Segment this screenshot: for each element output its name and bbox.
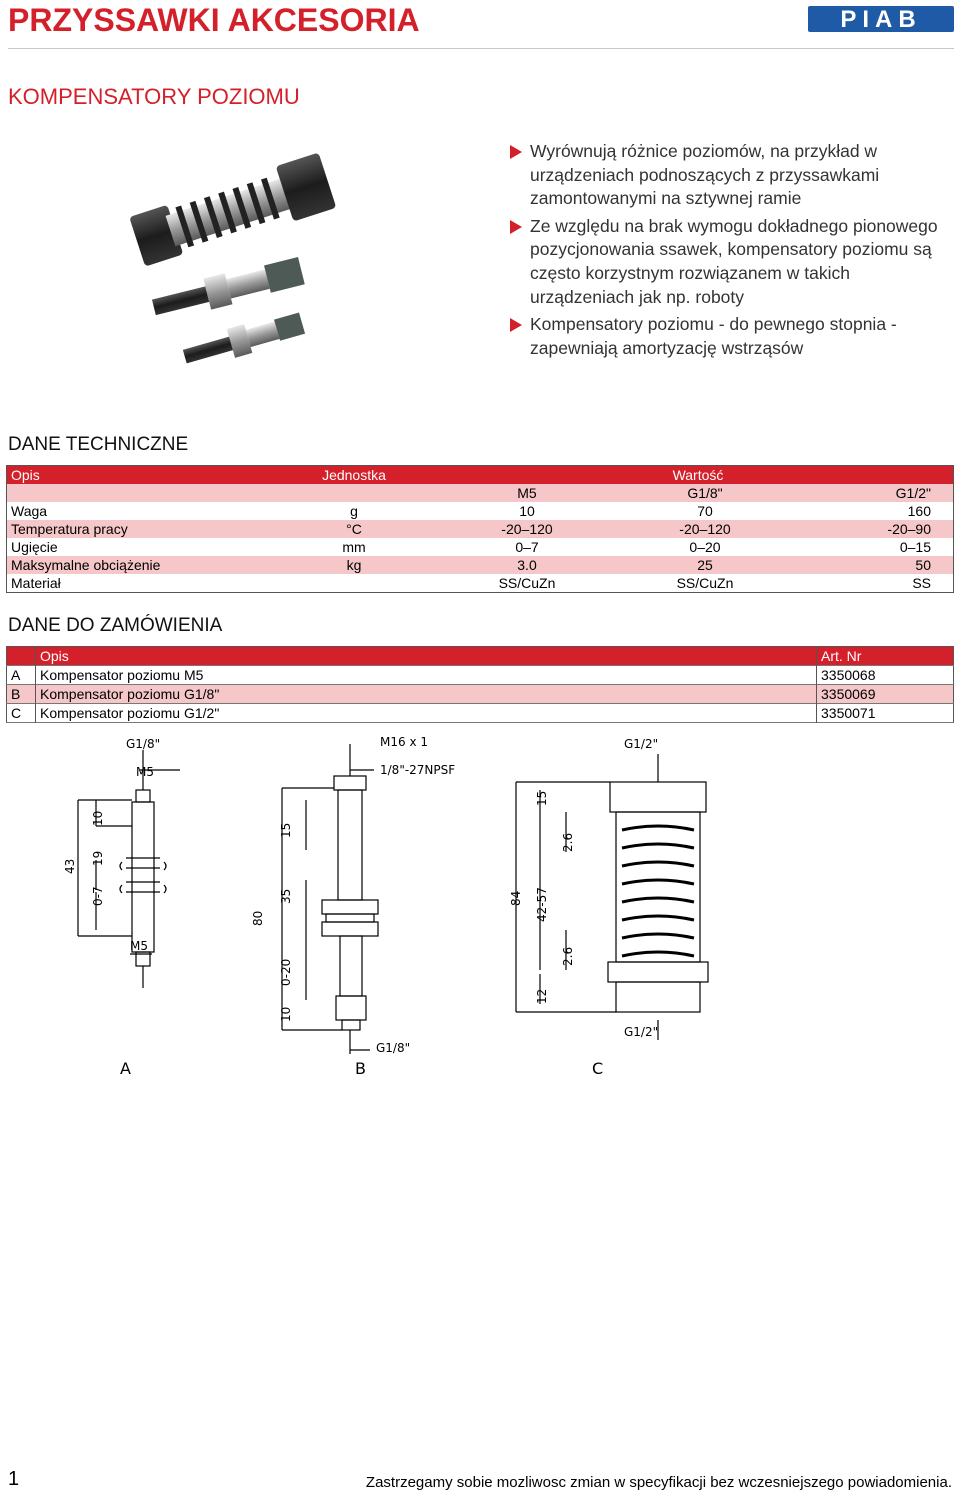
drawing-c-label: C [592, 1059, 604, 1078]
row-value: -20–90 [799, 520, 954, 538]
row-unit [265, 574, 443, 593]
section-title: KOMPENSATORY POZIOMU [8, 84, 300, 109]
row-art-number: 3350069 [817, 685, 954, 704]
row-letter: B [7, 685, 36, 704]
col-header-value: Wartość [443, 466, 954, 485]
row-label: Waga [11, 503, 48, 519]
row-value: SS/CuZn [498, 575, 556, 591]
row-label: Ugięcie [11, 539, 58, 555]
dim-label: 80 [251, 910, 265, 926]
dim-label: 0-7 [91, 886, 105, 906]
drawing-c-top-thread: G1/2" [624, 737, 659, 751]
page-title [8, 2, 420, 39]
order-data-heading: DANE DO ZAMÓWIENIA [8, 615, 223, 636]
row-value: 0–20 [689, 539, 721, 555]
title-part-1: PRZYSSAWKI [8, 2, 220, 38]
table-row [7, 574, 954, 593]
drawing-a-bottom-thread-label: M5 [130, 939, 148, 953]
row-letter: C [7, 704, 36, 723]
bullet-triangle-icon [510, 145, 522, 159]
row-value: 25 [611, 556, 799, 574]
bullet-triangle-icon [510, 220, 522, 234]
row-value: -20–120 [611, 520, 799, 538]
row-art-number: 3350068 [817, 666, 954, 685]
product-photo [112, 140, 352, 378]
drawing-a [78, 750, 180, 988]
drawing-b-label: B [355, 1059, 366, 1078]
col-header-unit: Jednostka [265, 466, 443, 485]
feature-text: Ze względu na brak wymogu dokładnego pionowego pozycjonowania ssawek, kompensatory poziomu są często korzystnym rozwiązanem w takich urządzeniach jak np. roboty [530, 215, 938, 307]
table-subheader-row [7, 484, 954, 502]
row-value: 50 [799, 556, 954, 574]
row-label: Maksymalne obciążenie [7, 556, 266, 574]
drawing-a-mid-thread: M5 [136, 765, 154, 779]
feature-item [508, 313, 948, 360]
dim-label: 10 [279, 1006, 293, 1022]
feature-text: Kompensatory poziomu - do pewnego stopnia - zapewniają amortyzację wstrząsów [530, 314, 897, 358]
col-header-opis: Opis [36, 647, 817, 666]
row-art-number: 3350071 [817, 704, 954, 723]
row-value: SS [912, 575, 931, 591]
table-header-row [7, 466, 954, 485]
logo-text: PIAB [840, 6, 922, 32]
dim-label: 0-20 [279, 958, 293, 986]
row-value: 0–7 [515, 539, 539, 555]
feature-item [508, 215, 948, 309]
dim-label: 43 [63, 858, 77, 874]
dim-label: 2.6 [561, 832, 575, 852]
row-value: SS/CuZn [676, 575, 734, 591]
technical-drawings [50, 730, 950, 1090]
drawing-a-label: A [120, 1059, 131, 1078]
tech-data-table [6, 465, 954, 593]
col-header-art: Art. Nr [817, 647, 954, 666]
row-value: 10 [519, 503, 535, 519]
dim-label: 35 [279, 888, 293, 904]
table-row [7, 704, 954, 723]
drawing-a-top-thread: G1/8" [126, 737, 161, 751]
dim-label: 15 [535, 790, 549, 806]
table-header-row [7, 647, 954, 666]
table-row [7, 685, 954, 704]
dim-label: 10 [91, 810, 105, 826]
row-letter: A [7, 666, 36, 685]
row-value: 70 [697, 503, 713, 519]
row-label: Materiał [11, 575, 61, 591]
dim-label: 19 [91, 850, 105, 866]
title-divider [8, 48, 954, 49]
piab-logo [808, 6, 954, 32]
row-value: -20–120 [443, 520, 611, 538]
row-description: Kompensator poziomu G1/2" [40, 705, 220, 721]
drawing-b-top-thread: M16 x 1 [380, 735, 428, 749]
variant-header: G1/8" [611, 484, 799, 502]
row-label: Temperatura pracy [7, 520, 266, 538]
variant-header: G1/2" [799, 484, 954, 502]
title-part-2: AKCESORIA [227, 2, 420, 38]
table-row [7, 666, 954, 685]
dim-label: 12 [535, 988, 549, 1004]
dim-label: 15 [279, 822, 293, 838]
bullet-triangle-icon [510, 318, 522, 332]
feature-text: Wyrównują różnice poziomów, na przykład w urządzeniach podnoszących z przyssawkami zamontowanymi na sztywnej ramie [530, 141, 880, 209]
row-description: Kompensator poziomu M5 [40, 667, 204, 683]
table-row [7, 520, 954, 538]
feature-item [508, 140, 948, 211]
dim-label: 84 [509, 890, 523, 906]
row-value: 3.0 [443, 556, 611, 574]
drawing-b [282, 744, 378, 1054]
row-value: 0–15 [899, 539, 931, 555]
row-value: 160 [907, 503, 931, 519]
variant-header: M5 [443, 484, 611, 502]
drawing-b-bottom-thread: G1/8" [376, 1041, 411, 1055]
tech-data-heading: DANE TECHNICZNE [8, 434, 189, 455]
drawing-b-mid-thread: 1/8"-27NPSF [380, 763, 456, 777]
dim-label: 42-57 [535, 887, 549, 922]
row-unit: mm [342, 539, 366, 555]
table-row [7, 556, 954, 574]
page-number: 1 [8, 1468, 20, 1490]
col-header-opis: Opis [7, 466, 266, 485]
row-unit: g [350, 503, 358, 519]
row-unit: kg [265, 556, 443, 574]
dim-label: 2.6 [561, 946, 575, 966]
order-data-table [6, 646, 954, 723]
table-row [7, 538, 954, 556]
footer-disclaimer: Zastrzegamy sobie mozliwosc zmian w specyfikacji bez wczesniejszego powiadomienia. [365, 1474, 952, 1491]
table-row [7, 502, 954, 520]
row-description: Kompensator poziomu G1/8" [36, 685, 817, 704]
row-unit: °C [265, 520, 443, 538]
feature-list [508, 140, 948, 364]
drawing-c-bottom-thread: G1/2" [624, 1025, 659, 1039]
